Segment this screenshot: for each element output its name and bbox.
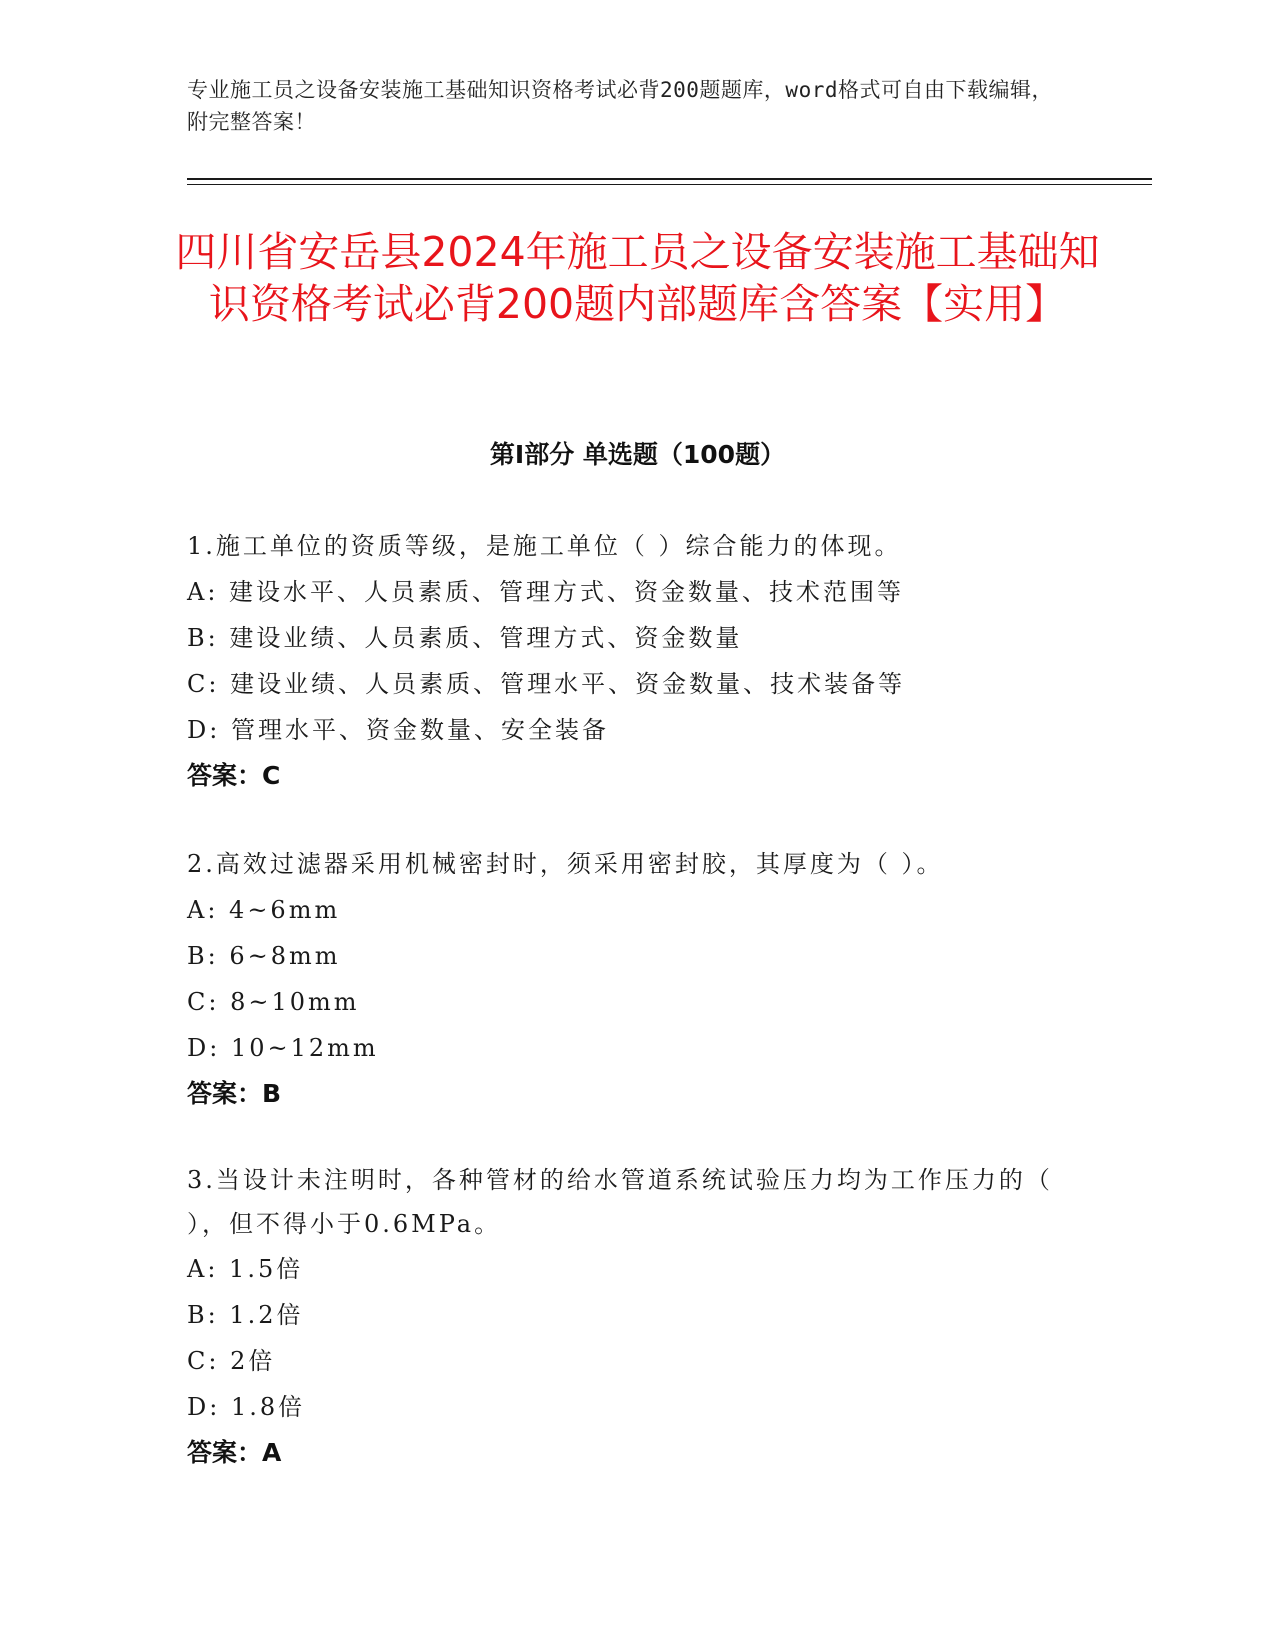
question-stem: 2.高效过滤器采用机械密封时，须采用密封胶，其厚度为（ ）。 [187, 850, 944, 878]
answer: 答案：C [187, 761, 281, 790]
option-c: C: 建设业绩、人员素质、管理水平、资金数量、技术装备等 [187, 670, 906, 698]
option-b: B: 6~8mm [187, 942, 341, 970]
answer: 答案：B [187, 1079, 282, 1108]
section-heading: 第Ⅰ部分 单选题（100题） [489, 440, 786, 469]
option-a: A: 建设水平、人员素质、管理方式、资金数量、技术范围等 [187, 578, 905, 606]
option-a: A: 4~6mm [187, 896, 341, 924]
option-d: D: 10~12mm [187, 1034, 379, 1062]
answer: 答案：A [187, 1438, 282, 1467]
question-1 [187, 523, 1067, 799]
option-d: D: 1.8倍 [187, 1393, 306, 1421]
option-b: B: 建设业绩、人员素质、管理方式、资金数量 [187, 624, 743, 652]
document-title: 四川省安岳县2024年施工员之设备安装施工基础知识资格考试必背200题内部题库含答案【实用】 [175, 228, 1100, 328]
header-note: 专业施工员之设备安装施工基础知识资格考试必背200题题库，word格式可自由下载编辑，附完整答案！ [187, 78, 1053, 134]
option-a: A: 1.5倍 [187, 1255, 304, 1283]
question-2 [187, 841, 1067, 1117]
question-3 [187, 1158, 1067, 1476]
header-divider-thin [187, 184, 1152, 185]
question-stem: 1.施工单位的资质等级，是施工单位（ ）综合能力的体现。 [187, 532, 902, 560]
option-c: C: 8~10mm [187, 988, 360, 1016]
option-d: D: 管理水平、资金数量、安全装备 [187, 716, 609, 744]
header-divider [187, 178, 1152, 180]
option-c: C: 2倍 [187, 1347, 276, 1375]
question-stem: 3.当设计未注明时，各种管材的给水管道系统试验压力均为工作压力的（ ），但不得小于0.6MPa。 [187, 1166, 1053, 1238]
option-b: B: 1.2倍 [187, 1301, 304, 1329]
